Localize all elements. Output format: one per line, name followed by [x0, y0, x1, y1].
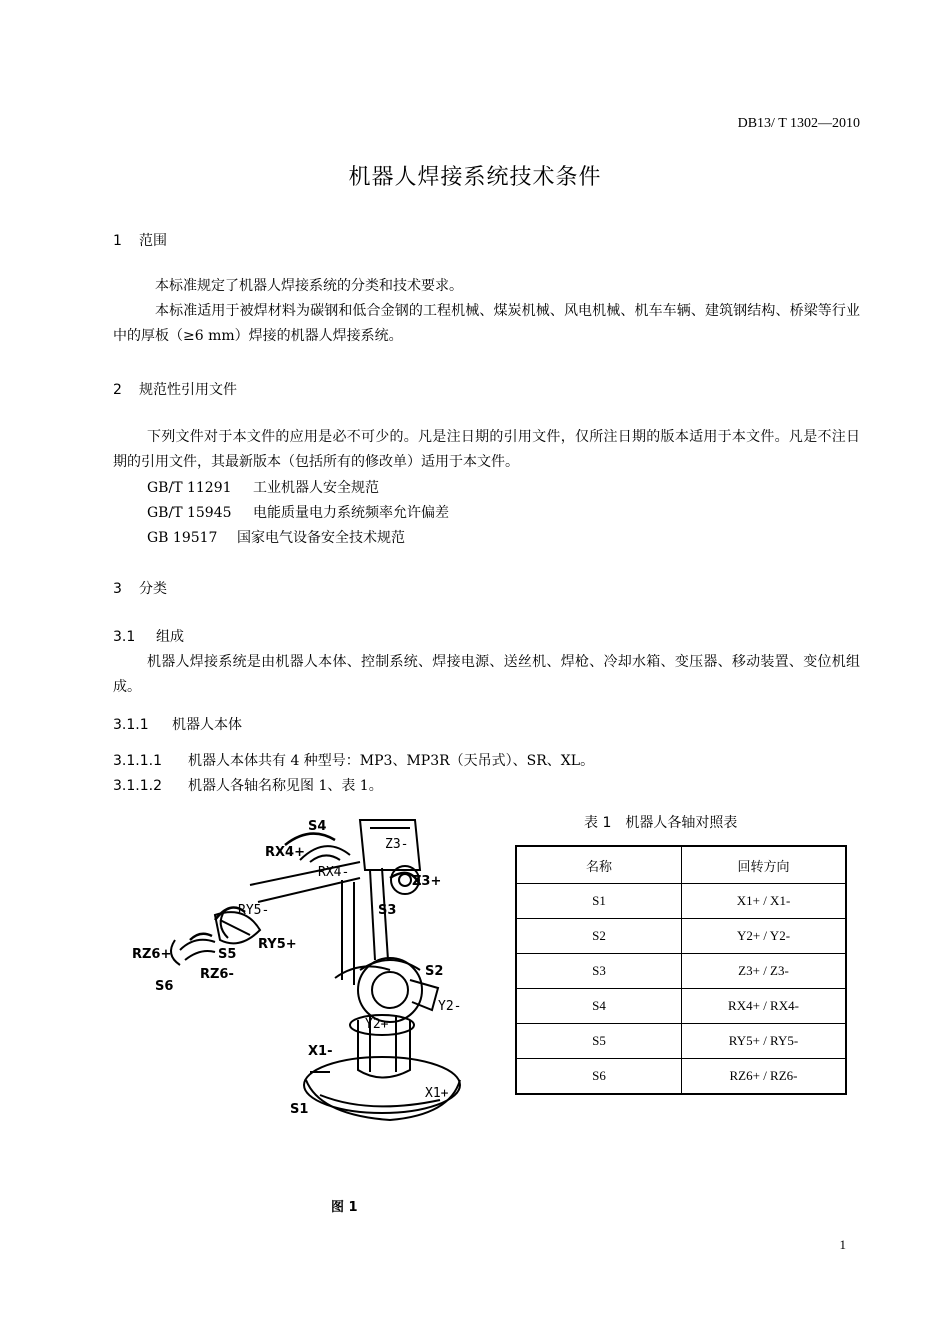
reference-name: 电能质量电力系统频率允许偏差: [253, 505, 449, 521]
column-header-direction: 回转方向: [682, 846, 847, 884]
label-z3-minus: Z3-: [385, 837, 409, 852]
section-number: 3: [113, 581, 122, 597]
table-header-row: [516, 846, 846, 884]
label-x1-minus: X1-: [308, 1044, 333, 1059]
reference-item: [147, 502, 449, 522]
table-row: [516, 919, 846, 954]
paragraph: 机器人焊接系统是由机器人本体、控制系统、焊接电源、送丝机、焊枪、冷却水箱、变压器、移动装置、变位机组成。: [113, 654, 860, 695]
axis-table: [515, 845, 847, 1095]
label-s6: S6: [155, 979, 174, 994]
paragraph: 本标准适用于被焊材料为碳钢和低合金钢的工程机械、煤炭机械、风电机械、机车车辆、建筑钢结构、桥梁等行业中的厚板（≥6 mm）焊接的机器人焊接系统。: [113, 303, 860, 344]
reference-item: [147, 527, 405, 547]
section-number: 3.1.1: [113, 717, 149, 733]
label-ry5-minus: RY5-: [238, 903, 270, 918]
reference-code: GB/T 11291: [147, 480, 232, 496]
label-s2: S2: [425, 964, 444, 979]
label-rx4-minus: RX4-: [318, 865, 350, 880]
label-s1: S1: [290, 1102, 309, 1117]
table-row: [516, 884, 846, 919]
axis-name-cell: S5: [516, 1024, 682, 1059]
axis-name-cell: S3: [516, 954, 682, 989]
label-y2-plus: Y2+: [365, 1017, 389, 1032]
direction-cell: X1+ / X1-: [682, 884, 847, 919]
robot-axes-figure: [120, 810, 480, 1135]
axis-name-cell: S2: [516, 919, 682, 954]
axis-name-cell: S6: [516, 1059, 682, 1095]
reference-item: [147, 477, 379, 497]
label-rz6-plus: RZ6+: [132, 947, 172, 962]
section-number: 1: [113, 233, 122, 249]
page-title: 机器人焊接系统技术条件: [348, 165, 602, 190]
section-title: 范围: [139, 233, 167, 249]
label-s4: S4: [308, 819, 327, 834]
table-row: [516, 989, 846, 1024]
label-ry5-plus: RY5+: [258, 937, 297, 952]
direction-cell: RZ6+ / RZ6-: [682, 1059, 847, 1095]
direction-cell: RY5+ / RY5-: [682, 1024, 847, 1059]
table-row: [516, 954, 846, 989]
paragraph: 本标准规定了机器人焊接系统的分类和技术要求。: [155, 278, 463, 294]
section-title: 组成: [156, 629, 184, 645]
reference-name: 国家电气设备安全技术规范: [237, 530, 405, 546]
section-title: 分类: [139, 581, 167, 597]
column-header-name: 名称: [516, 846, 682, 884]
clause-number: 3.1.1.2: [113, 778, 162, 794]
label-rx4-plus: RX4+: [265, 845, 305, 860]
label-s3: S3: [378, 903, 397, 918]
clause-3-1-1-1: [113, 750, 594, 770]
table-row: [516, 1059, 846, 1095]
section-heading-2: [113, 379, 237, 399]
direction-cell: RX4+ / RX4-: [682, 989, 847, 1024]
section-heading-3-1: [113, 626, 184, 646]
reference-code: GB 19517: [147, 530, 218, 546]
clause-text: 机器人本体共有 4 种型号：MP3、MP3R（天吊式）、SR、XL。: [188, 753, 595, 769]
paragraph: 下列文件对于本文件的应用是必不可少的。凡是注日期的引用文件，仅所注日期的版本适用于本文件。凡是不注日期的引用文件，其最新版本（包括所有的修改单）适用于本文件。: [113, 429, 860, 470]
label-z3-plus: Z3+: [412, 874, 442, 889]
label-y2-minus: Y2-: [438, 999, 462, 1014]
clause-number: 3.1.1.1: [113, 753, 162, 769]
reference-name: 工业机器人安全规范: [253, 480, 379, 496]
direction-cell: Y2+ / Y2-: [682, 919, 847, 954]
table-caption: 表 1 机器人各轴对照表: [584, 815, 738, 831]
axis-name-cell: S1: [516, 884, 682, 919]
section-heading-3-1-1: [113, 714, 242, 734]
section-number: 3.1: [113, 629, 136, 645]
section-heading-1: [113, 230, 167, 250]
clause-3-1-1-2: [113, 775, 383, 795]
reference-code: GB/T 15945: [147, 505, 232, 521]
section-heading-3: [113, 578, 167, 598]
section-number: 2: [113, 382, 122, 398]
document-code: DB13/ T 1302—2010: [737, 116, 860, 131]
label-s5: S5: [218, 947, 237, 962]
section-title: 规范性引用文件: [139, 382, 237, 398]
axis-name-cell: S4: [516, 989, 682, 1024]
clause-text: 机器人各轴名称见图 1、表 1。: [188, 778, 383, 794]
direction-cell: Z3+ / Z3-: [682, 954, 847, 989]
table-row: [516, 1024, 846, 1059]
page-number: 1: [839, 1237, 846, 1252]
section-title: 机器人本体: [172, 717, 242, 733]
label-rz6-minus: RZ6-: [200, 967, 234, 982]
figure-caption: 图 1: [331, 1200, 358, 1215]
label-x1-plus: X1+: [425, 1086, 449, 1101]
